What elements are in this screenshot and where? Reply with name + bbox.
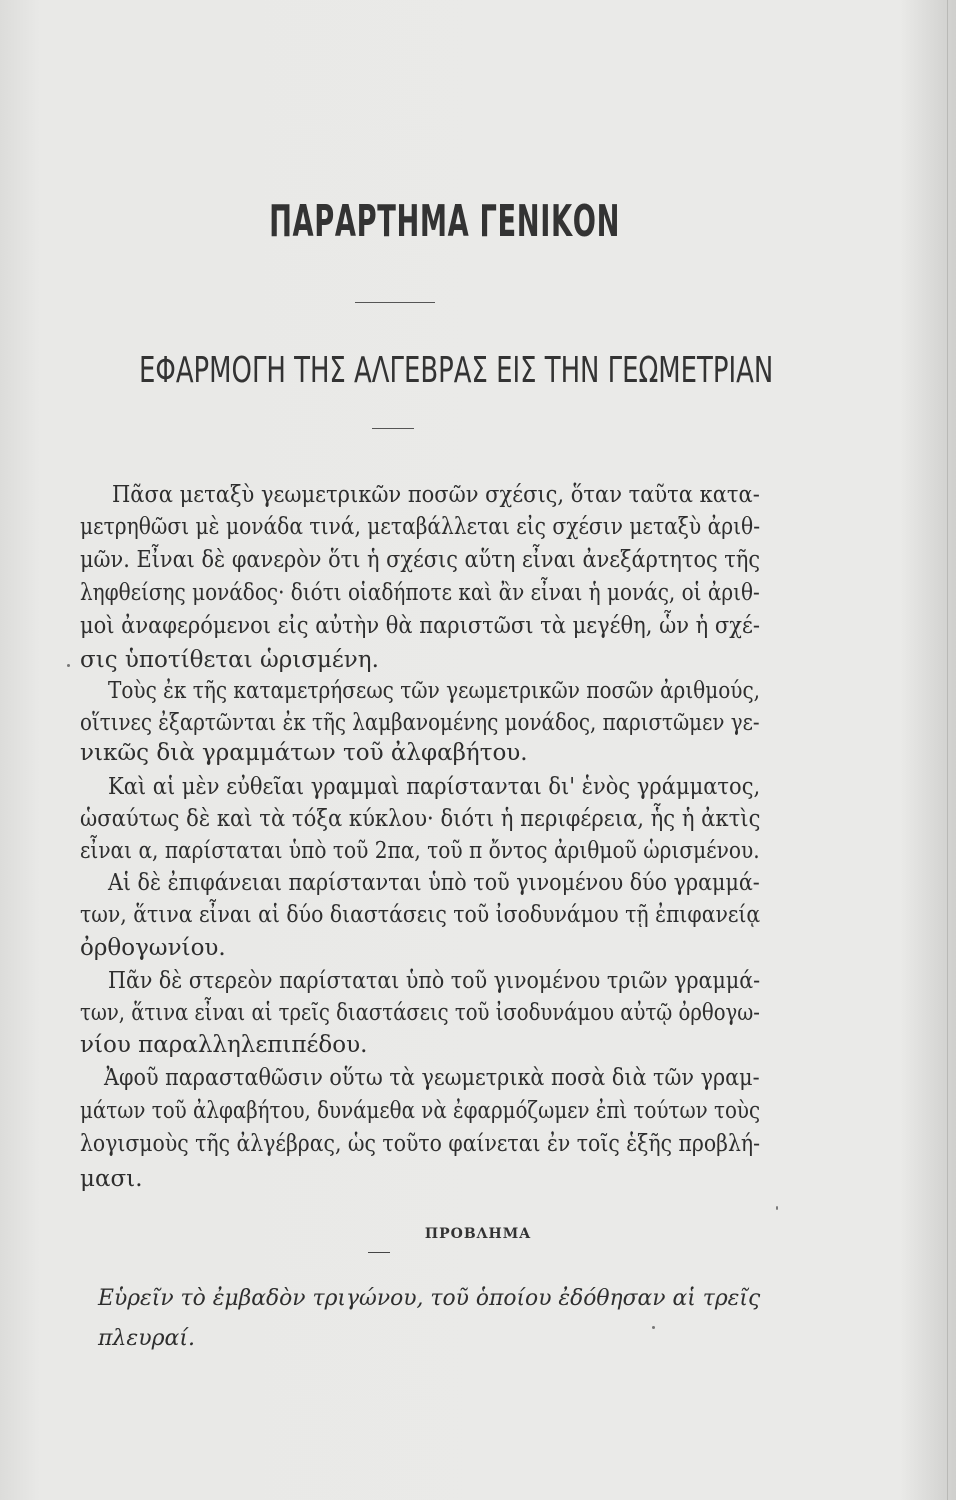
problem-statement-line: πλευραί. [98, 1326, 195, 1351]
body-line: σις ὑποτίθεται ὡρισμένη. [80, 647, 379, 673]
body-line: οἵτινες ἐξαρτῶνται ἐκ τῆς λαμβανομένης μονάδος, παριστῶμεν γε- [80, 710, 760, 736]
body-line: Πᾶν δὲ στερεὸν παρίσταται ὑπὸ τοῦ γινομένου τριῶν γραμμά- [108, 968, 761, 994]
title-divider [355, 302, 435, 303]
body-line: Τοὺς ἐκ τῆς καταμετρήσεως τῶν γεωμετρικῶν ποσῶν ἀριθμούς, [108, 678, 761, 704]
body-line: εἶναι α, παρίσταται ὑπὸ τοῦ 2πα, τοῦ π ὄντος ἀριθμοῦ ὡρισμένου. [80, 838, 760, 864]
body-line: Αἱ δὲ ἐπιφάνειαι παρίστανται ὑπὸ τοῦ γινομένου δύο γραμμά- [108, 870, 760, 896]
body-line: ὡσαύτως δὲ καὶ τὰ τόξα κύκλου· διότι ἡ περιφέρεια, ἧς ἡ ἀκτὶς [80, 806, 761, 832]
body-line: Καὶ αἱ μὲν εὐθεῖαι γραμμαὶ παρίστανται δι' ἑνὸς γράμματος, [108, 774, 761, 800]
subtitle-divider [372, 428, 414, 429]
paper-speck [67, 664, 70, 667]
page-edge [947, 0, 948, 1500]
section-heading: ΠΡΟΒΛΗΜΑ [424, 1226, 532, 1242]
heading-underline [368, 1252, 390, 1253]
body-line: ὀρθογωνίου. [80, 935, 226, 961]
body-line: λογισμοὺς τῆς ἀλγέβρας, ὡς τοῦτο φαίνεται ἐν τοῖς ἑξῆς προβλή- [80, 1131, 761, 1157]
page-subtitle: ΕΦΑΡΜΟΓΗ ΤΗΣ ΑΛΓΕΒΡΑΣ ΕΙΣ ΤΗΝ ΓΕΩΜΕΤΡΙΑΝ [139, 350, 774, 391]
body-line: μετρηθῶσι μὲ μονάδα τινά, μεταβάλλεται εἰς σχέσιν μεταξὺ ἀριθ- [80, 514, 761, 540]
paper-speck [652, 1326, 655, 1329]
body-line: μοὶ ἀναφερόμενοι εἰς αὐτὴν θὰ παριστῶσι τὰ μεγέθη, ὧν ἡ σχέ- [80, 613, 760, 639]
body-line: νίου παραλληλεπιπέδου. [80, 1032, 368, 1058]
problem-statement-line: Εὑρεῖν τὸ ἐμβαδὸν τριγώνου, τοῦ ὁποίου ἐδόθησαν αἱ τρεῖς [98, 1286, 761, 1311]
page-title: ΠΑΡΑΡΤΗΜΑ ΓΕΝΙΚΟΝ [269, 196, 621, 247]
body-line: μασι. [80, 1166, 143, 1192]
paper-speck [776, 1206, 778, 1210]
body-line: μάτων τοῦ ἀλφαβήτου, δυνάμεθα νὰ ἐφαρμόζωμεν ἐπὶ τούτων τοὺς [80, 1098, 761, 1124]
body-line: νικῶς διὰ γραμμάτων τοῦ ἀλφαβήτου. [80, 740, 528, 766]
body-line: ληφθείσης μονάδος· διότι οἱαδήποτε καὶ ἂν εἶναι ἡ μονάς, οἱ ἀριθ- [80, 580, 760, 606]
body-line: των, ἅτινα εἶναι αἱ τρεῖς διαστάσεις τοῦ ἰσοδυνάμου αὐτῷ ὀρθογω- [80, 1000, 760, 1026]
body-line: των, ἅτινα εἶναι αἱ δύο διαστάσεις τοῦ ἰσοδυνάμου τῇ ἐπιφανείᾳ [80, 902, 761, 928]
body-line: μῶν. Εἶναι δὲ φανερὸν ὅτι ἡ σχέσις αὕτη εἶναι ἀνεξάρτητος τῆς [80, 547, 761, 573]
body-line: Πᾶσα μεταξὺ γεωμετρικῶν ποσῶν σχέσις, ὅταν ταῦτα κατα- [112, 482, 760, 508]
body-line: Ἀφοῦ παρασταθῶσιν οὕτω τὰ γεωμετρικὰ ποσὰ διὰ τῶν γραμ- [104, 1065, 760, 1091]
